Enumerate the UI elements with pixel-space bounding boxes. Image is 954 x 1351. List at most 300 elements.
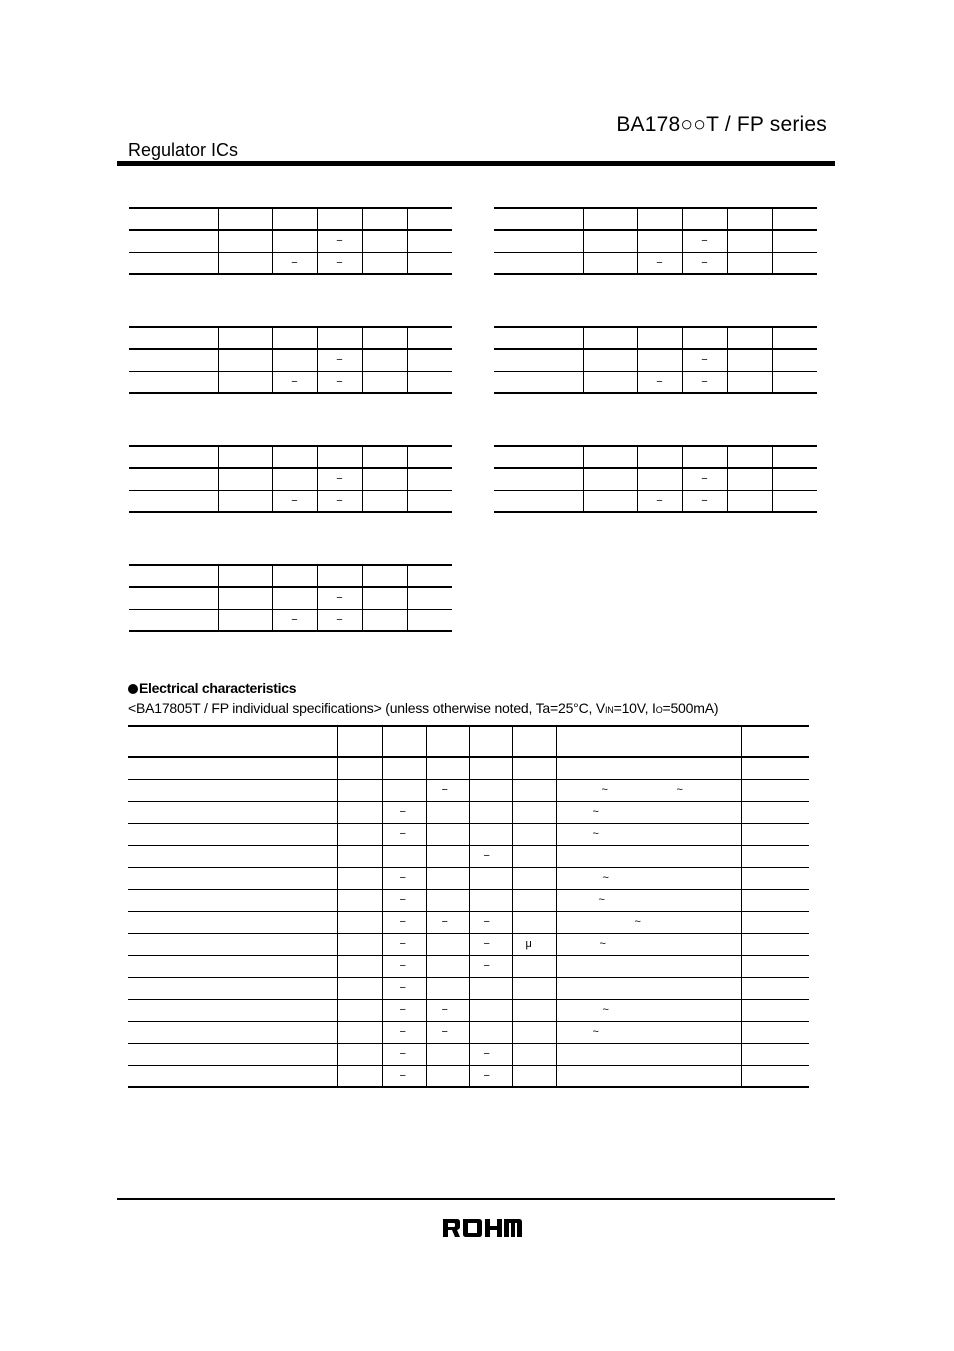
bullet-icon — [128, 684, 138, 694]
table-row — [129, 490, 452, 512]
table-row — [128, 757, 809, 779]
table-cell — [741, 823, 809, 845]
table-cell — [772, 252, 817, 274]
table-cell — [337, 1043, 382, 1065]
table-cell — [382, 999, 426, 1021]
table-cell — [512, 867, 556, 889]
table-cell — [583, 230, 637, 252]
table-cell — [128, 911, 337, 933]
header-cell — [128, 726, 337, 757]
table-cell: − — [317, 587, 362, 609]
table-header-row — [128, 726, 809, 757]
table-cell — [407, 587, 452, 609]
table-cell — [129, 327, 218, 349]
table-cell — [337, 977, 382, 999]
table-cell — [426, 779, 469, 801]
table-cell — [129, 587, 218, 609]
table-cell — [583, 490, 637, 512]
table-cell — [407, 446, 452, 468]
table-cell — [741, 955, 809, 977]
table-cell — [337, 867, 382, 889]
table-cell — [637, 349, 682, 371]
table-cell — [469, 889, 512, 911]
table-cell — [128, 977, 337, 999]
table-row — [129, 468, 452, 490]
table-cell — [637, 468, 682, 490]
table-cell — [426, 1043, 469, 1065]
table-cell — [512, 977, 556, 999]
table-cell: − — [272, 490, 317, 512]
table-cell — [272, 468, 317, 490]
spec-table — [494, 207, 817, 275]
min-value: − — [399, 827, 406, 840]
table-row — [129, 587, 452, 609]
table-row — [129, 252, 452, 274]
table-cell: − — [272, 252, 317, 274]
table-cell — [494, 327, 583, 349]
header-cell — [512, 726, 556, 757]
table-cell — [382, 845, 426, 867]
table-cell — [362, 565, 407, 587]
table-cell — [337, 911, 382, 933]
table-row — [494, 349, 817, 371]
conditions-suffix: =500mA) — [662, 700, 719, 716]
table-cell — [556, 757, 741, 779]
table-cell — [362, 609, 407, 631]
table-cell — [129, 371, 218, 393]
max-value: − — [483, 959, 490, 972]
table-cell — [469, 955, 512, 977]
table-cell — [469, 845, 512, 867]
condition-range-mark: ~ — [592, 827, 599, 840]
table-cell — [407, 371, 452, 393]
min-value: − — [399, 915, 406, 928]
table-cell — [469, 823, 512, 845]
table-cell: − — [682, 252, 727, 274]
table-cell — [426, 757, 469, 779]
table-cell — [218, 327, 272, 349]
table-row — [129, 230, 452, 252]
table-cell — [272, 565, 317, 587]
table-row — [128, 1021, 809, 1043]
spec-table — [494, 445, 817, 513]
table-cell — [407, 327, 452, 349]
table-cell — [741, 867, 809, 889]
table-cell: − — [317, 609, 362, 631]
table-cell — [426, 867, 469, 889]
table-cell — [469, 1043, 512, 1065]
table-cell — [469, 757, 512, 779]
table-cell — [556, 1043, 741, 1065]
table-cell — [362, 587, 407, 609]
table-cell — [272, 349, 317, 371]
table-cell — [218, 252, 272, 274]
table-row — [128, 801, 809, 823]
conditions-prefix: <BA17805T / FP individual specifications> (unless otherwise noted, Ta=25°C, V — [128, 700, 605, 716]
header-rule — [117, 161, 835, 166]
table-cell — [682, 208, 727, 230]
table-cell — [494, 468, 583, 490]
table-row — [494, 490, 817, 512]
table-cell — [556, 823, 741, 845]
table-cell — [512, 845, 556, 867]
table-cell: − — [682, 349, 727, 371]
table-cell — [556, 1065, 741, 1087]
table-cell — [494, 252, 583, 274]
table-cell — [772, 349, 817, 371]
table-cell — [512, 933, 556, 955]
min-value: − — [399, 959, 406, 972]
table-cell — [382, 889, 426, 911]
table-cell — [407, 349, 452, 371]
table-cell — [337, 779, 382, 801]
table-cell — [469, 867, 512, 889]
table-cell — [426, 911, 469, 933]
table-cell: − — [682, 468, 727, 490]
max-value: − — [483, 1047, 490, 1060]
table-row — [128, 999, 809, 1021]
table-cell — [494, 490, 583, 512]
section-heading — [128, 680, 296, 696]
table-cell — [727, 208, 772, 230]
table-cell — [362, 446, 407, 468]
table-cell — [382, 1043, 426, 1065]
min-value: − — [399, 1025, 406, 1038]
table-cell — [772, 371, 817, 393]
table-cell — [337, 955, 382, 977]
table-cell — [128, 867, 337, 889]
table-cell — [469, 977, 512, 999]
table-cell — [512, 955, 556, 977]
table-cell: − — [317, 230, 362, 252]
table-row — [494, 327, 817, 349]
table-cell: − — [272, 609, 317, 631]
table-cell — [382, 977, 426, 999]
table-row — [494, 230, 817, 252]
table-cell — [637, 327, 682, 349]
table-cell — [469, 779, 512, 801]
table-cell: − — [317, 468, 362, 490]
table-cell — [682, 327, 727, 349]
table-cell — [128, 823, 337, 845]
spec-table — [129, 445, 452, 513]
condition-range-mark: ~ — [592, 1025, 599, 1038]
table-row — [129, 327, 452, 349]
table-cell — [426, 889, 469, 911]
table-cell — [128, 999, 337, 1021]
table-cell — [129, 252, 218, 274]
table-cell — [272, 327, 317, 349]
min-value: − — [399, 871, 406, 884]
table-row — [128, 823, 809, 845]
table-cell — [637, 208, 682, 230]
table-cell — [556, 999, 741, 1021]
table-cell — [128, 889, 337, 911]
table-cell — [337, 933, 382, 955]
table-cell — [469, 999, 512, 1021]
spec-table — [129, 207, 452, 275]
table-cell — [556, 845, 741, 867]
table-cell — [362, 252, 407, 274]
table-cell — [741, 845, 809, 867]
table-row — [128, 889, 809, 911]
table-cell — [772, 230, 817, 252]
table-cell — [583, 446, 637, 468]
table-cell — [128, 1065, 337, 1087]
table-cell: − — [317, 349, 362, 371]
header-cell — [426, 726, 469, 757]
table-cell — [362, 327, 407, 349]
table-cell — [129, 565, 218, 587]
table-cell — [407, 208, 452, 230]
unit-value: μ — [525, 937, 532, 950]
table-cell — [583, 208, 637, 230]
table-cell — [362, 468, 407, 490]
table-cell — [512, 757, 556, 779]
table-row — [128, 955, 809, 977]
table-cell: − — [637, 371, 682, 393]
table-cell — [426, 933, 469, 955]
table-row — [129, 609, 452, 631]
table-cell — [382, 933, 426, 955]
table-cell — [218, 208, 272, 230]
table-cell — [556, 801, 741, 823]
table-cell — [382, 757, 426, 779]
table-cell — [556, 867, 741, 889]
min-value: − — [399, 937, 406, 950]
table-row — [494, 446, 817, 468]
table-cell — [362, 490, 407, 512]
table-cell — [741, 779, 809, 801]
table-cell — [218, 490, 272, 512]
table-cell — [512, 823, 556, 845]
table-cell — [272, 230, 317, 252]
table-cell — [426, 1021, 469, 1043]
table-cell — [469, 911, 512, 933]
table-cell — [556, 779, 741, 801]
table-cell: − — [637, 490, 682, 512]
table-cell — [426, 845, 469, 867]
max-value: − — [483, 849, 490, 862]
table-cell — [382, 1065, 426, 1087]
table-cell — [128, 845, 337, 867]
table-cell — [512, 1043, 556, 1065]
table-cell — [741, 911, 809, 933]
condition-range-mark: ~ — [602, 1003, 609, 1016]
header-cell — [556, 726, 741, 757]
table-cell — [129, 230, 218, 252]
table-cell — [469, 933, 512, 955]
header-cell — [382, 726, 426, 757]
table-cell — [741, 1021, 809, 1043]
table-cell — [382, 911, 426, 933]
table-cell — [128, 955, 337, 977]
table-cell — [382, 801, 426, 823]
table-cell — [362, 371, 407, 393]
typ-value: − — [441, 1025, 448, 1038]
table-row — [129, 371, 452, 393]
condition-range-mark: ~ — [602, 871, 609, 884]
table-cell — [727, 490, 772, 512]
table-cell — [317, 327, 362, 349]
table-row — [128, 911, 809, 933]
table-cell: − — [317, 490, 362, 512]
conditions-mid: =10V, I — [613, 700, 656, 716]
table-cell — [407, 565, 452, 587]
table-cell — [741, 977, 809, 999]
table-cell — [772, 468, 817, 490]
condition-range-mark: ~ — [598, 893, 605, 906]
table-cell — [512, 999, 556, 1021]
table-cell — [218, 565, 272, 587]
rohm-logo — [441, 1217, 524, 1239]
table-cell — [407, 252, 452, 274]
table-row — [128, 933, 809, 955]
table-cell — [772, 208, 817, 230]
condition-range-mark: ~ — [676, 783, 683, 796]
table-cell — [426, 977, 469, 999]
min-value: − — [399, 893, 406, 906]
table-cell — [556, 911, 741, 933]
table-cell: − — [317, 252, 362, 274]
table-cell — [583, 468, 637, 490]
table-cell — [583, 252, 637, 274]
min-value: − — [399, 1069, 406, 1082]
max-value: − — [483, 915, 490, 928]
table-cell: − — [682, 230, 727, 252]
table-cell — [512, 1065, 556, 1087]
table-cell — [129, 208, 218, 230]
table-cell — [129, 609, 218, 631]
table-row — [494, 468, 817, 490]
table-cell — [337, 757, 382, 779]
table-cell — [741, 889, 809, 911]
table-cell — [362, 208, 407, 230]
table-cell — [128, 779, 337, 801]
table-row — [129, 208, 452, 230]
table-row — [128, 977, 809, 999]
table-cell — [727, 230, 772, 252]
table-cell — [741, 1043, 809, 1065]
max-value: − — [483, 1069, 490, 1082]
table-cell — [469, 801, 512, 823]
table-cell — [772, 490, 817, 512]
table-cell — [337, 823, 382, 845]
table-row — [128, 1043, 809, 1065]
table-cell — [741, 999, 809, 1021]
table-cell — [426, 1065, 469, 1087]
electrical-characteristics-table — [128, 725, 809, 1088]
table-cell — [337, 889, 382, 911]
table-cell — [426, 823, 469, 845]
table-cell — [382, 779, 426, 801]
table-cell — [362, 230, 407, 252]
table-cell — [727, 371, 772, 393]
table-cell — [583, 327, 637, 349]
min-value: − — [399, 981, 406, 994]
table-cell — [272, 446, 317, 468]
table-cell — [218, 446, 272, 468]
table-cell — [337, 801, 382, 823]
table-row — [128, 1065, 809, 1087]
table-cell — [317, 208, 362, 230]
condition-range-mark: ~ — [599, 937, 606, 950]
table-cell — [556, 889, 741, 911]
table-cell — [218, 349, 272, 371]
spec-table — [129, 564, 452, 632]
table-cell: − — [682, 371, 727, 393]
header-cell — [337, 726, 382, 757]
table-cell — [129, 468, 218, 490]
table-cell — [337, 1065, 382, 1087]
max-value: − — [483, 937, 490, 950]
header-cell — [741, 726, 809, 757]
table-cell — [426, 999, 469, 1021]
table-cell — [512, 1021, 556, 1043]
table-cell — [494, 371, 583, 393]
table-cell — [494, 208, 583, 230]
table-row — [129, 565, 452, 587]
min-value: − — [399, 805, 406, 818]
table-cell — [426, 955, 469, 977]
vin-subscript: IN — [605, 705, 614, 715]
spec-table — [494, 326, 817, 394]
table-cell — [512, 779, 556, 801]
table-row — [494, 371, 817, 393]
section-heading-text: Electrical characteristics — [139, 680, 297, 696]
table-cell — [407, 490, 452, 512]
table-cell — [128, 1021, 337, 1043]
table-cell — [469, 1021, 512, 1043]
table-cell — [512, 889, 556, 911]
table-cell — [583, 371, 637, 393]
table-row — [494, 252, 817, 274]
section-conditions — [128, 700, 718, 716]
table-cell — [272, 587, 317, 609]
table-cell — [272, 208, 317, 230]
table-cell — [128, 801, 337, 823]
table-cell — [727, 327, 772, 349]
table-cell — [218, 371, 272, 393]
table-cell — [218, 230, 272, 252]
table-cell — [556, 1021, 741, 1043]
table-row — [128, 779, 809, 801]
table-cell — [727, 468, 772, 490]
table-cell — [494, 446, 583, 468]
typ-value: − — [441, 783, 448, 796]
table-cell — [382, 955, 426, 977]
table-cell — [556, 933, 741, 955]
table-cell — [407, 609, 452, 631]
table-cell — [682, 446, 727, 468]
condition-range-mark: ~ — [592, 805, 599, 818]
table-cell — [741, 757, 809, 779]
table-cell — [772, 446, 817, 468]
table-cell — [382, 823, 426, 845]
table-cell — [337, 845, 382, 867]
table-cell — [556, 955, 741, 977]
table-cell: − — [637, 252, 682, 274]
table-cell — [583, 349, 637, 371]
table-cell — [128, 757, 337, 779]
table-cell — [337, 1021, 382, 1043]
typ-value: − — [441, 1003, 448, 1016]
table-cell — [772, 327, 817, 349]
table-cell: − — [272, 371, 317, 393]
table-cell — [741, 933, 809, 955]
table-row — [129, 446, 452, 468]
io-subscript: O — [655, 705, 663, 715]
